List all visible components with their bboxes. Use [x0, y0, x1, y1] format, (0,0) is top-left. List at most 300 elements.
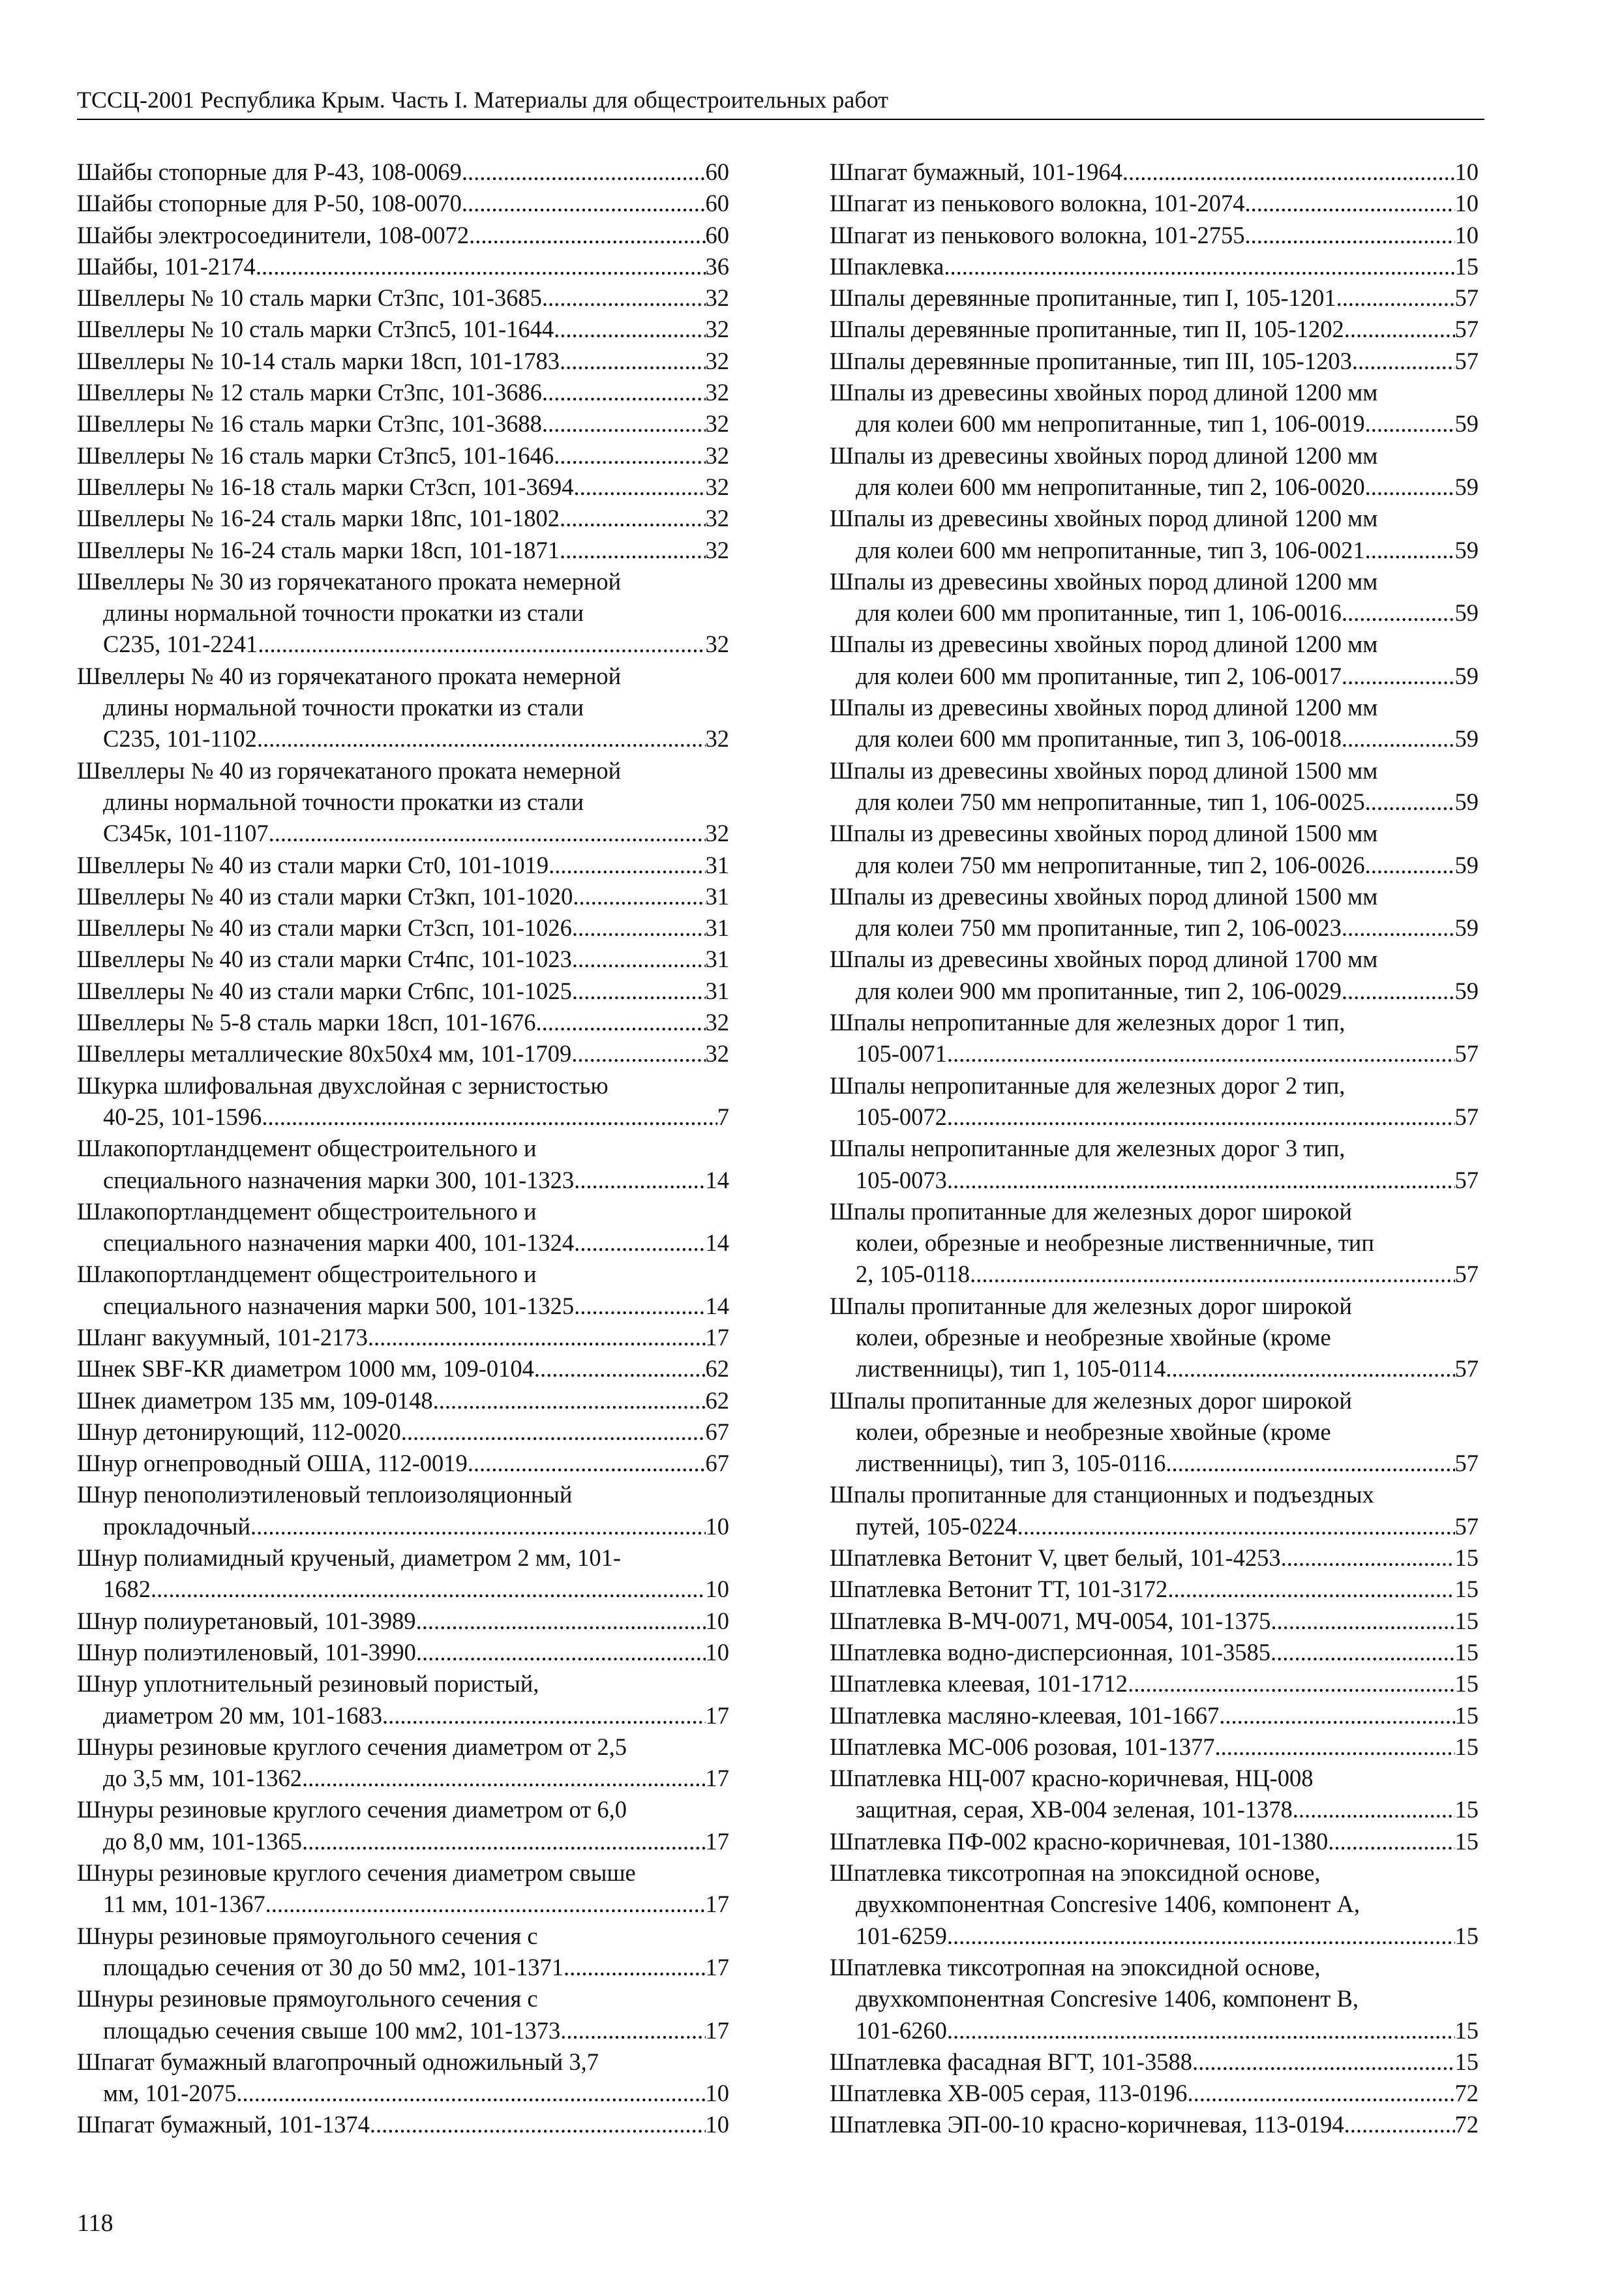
index-entry-last-line: [830, 2078, 1479, 2109]
dot-leader: [574, 1291, 705, 1322]
index-entry-text: Швеллеры № 16-24 сталь марки 18пс, 101-1802: [77, 505, 560, 532]
index-entry-page: 10: [705, 1638, 729, 1666]
index-entry: [77, 1794, 729, 1857]
index-entry-page: 15: [1454, 1670, 1479, 1698]
index-entry-last-line: [77, 471, 729, 503]
index-entry-text: Шпагат из пенькового волокна, 101-2755: [830, 221, 1245, 248]
index-entry-text: мм, 101-2075: [103, 2080, 237, 2107]
index-entry: [830, 1952, 1479, 2046]
index-entry-last-line: [77, 629, 729, 660]
index-entry-last-line: [830, 1700, 1479, 1731]
index-entry-text: Шлакопортландцемент общестроительного и: [77, 1135, 537, 1162]
index-entry-page: 59: [1454, 536, 1479, 563]
index-entry: [830, 1070, 1479, 1133]
dot-leader: [554, 314, 705, 345]
dot-leader: [560, 2015, 705, 2046]
index-entry-text: площадью сечения от 30 до 50 мм2, 101-1371: [103, 1953, 564, 1981]
index-entry: [77, 535, 729, 566]
index-entry-last-line: [77, 2109, 729, 2140]
index-entry-page: 32: [705, 1009, 729, 1036]
dot-leader: [571, 1038, 705, 1070]
index-entry-text: Швеллеры металлические 80x50x4 мм, 101-1709: [77, 1040, 572, 1068]
index-entry-last-line: [77, 157, 729, 188]
index-entry-text: Шпагат бумажный, 101-1374: [77, 2111, 370, 2138]
index-entry: [77, 503, 729, 534]
index-entry-text: Швеллеры № 10-14 сталь марки 18сп, 101-1783: [77, 347, 560, 374]
dot-leader: [1165, 1353, 1454, 1384]
dot-leader: [1342, 723, 1455, 755]
index-entry-text: Шнур полиамидный крученый, диаметром 2 мм, 101-: [77, 1544, 622, 1572]
index-entry-text: длины нормальной точности прокатки из стали: [103, 694, 584, 721]
index-entry-text: Шпалы пропитанные для железных дорог широкой: [830, 1197, 1352, 1225]
index-entry-text: Швеллеры № 40 из стали марки Ст3кп, 101-1020: [77, 882, 573, 910]
index-entry-text: Шнуры резиновые прямоугольного сечения с: [77, 1985, 538, 2012]
index-entry: [830, 314, 1479, 345]
index-entry-text: Шпатлевка тиксотропная на эпоксидной основе,: [830, 1953, 1321, 1981]
index-entry-text: Шнур пенополиэтиленовый теплоизоляционный: [77, 1481, 573, 1508]
index-entry-text: Шпатлевка НЦ-007 красно-коричневая, НЦ-008: [830, 1765, 1314, 1792]
index-entry-page: 17: [705, 1891, 729, 1918]
index-entry-text: Швеллеры № 40 из стали марки Ст6пс, 101-1025: [77, 977, 572, 1004]
index-entry: [77, 346, 729, 377]
dot-leader: [416, 1606, 706, 1637]
index-entry-text: площадью сечения свыше 100 мм2, 101-1373: [103, 2016, 561, 2044]
index-entry-last-line: [77, 2015, 729, 2046]
index-entry-last-line: [830, 1353, 1479, 1384]
index-entry: [77, 661, 729, 755]
dot-leader: [462, 157, 706, 188]
dot-leader: [1365, 786, 1455, 818]
index-entry-text: Швеллеры № 16-18 сталь марки Ст3сп, 101-3694: [77, 473, 574, 500]
index-entry-text: Шпалы пропитанные для станционных и подъездных: [830, 1481, 1374, 1508]
index-entry: [830, 566, 1479, 629]
index-column-left: [77, 157, 729, 2141]
index-entry: [77, 976, 729, 1007]
index-entry-page: 15: [1454, 2048, 1479, 2075]
index-entry-text: 105-0073: [856, 1166, 947, 1193]
index-entry-text: 2, 105-0118: [856, 1261, 970, 1288]
dot-leader: [574, 1227, 705, 1259]
dot-leader: [947, 2015, 1455, 2046]
index-entry-text: Шпалы непропитанные для железных дорог 3 тип,: [830, 1135, 1346, 1162]
index-entry-text: Шпатлевка клеевая, 101-1712: [830, 1670, 1128, 1698]
index-entry-page: 15: [1454, 1576, 1479, 1603]
index-entry-text: Швеллеры № 5-8 сталь марки 18сп, 101-1676: [77, 1009, 536, 1036]
dot-leader: [1215, 1731, 1455, 1763]
index-entry: [77, 944, 729, 975]
index-entry-last-line: [77, 408, 729, 440]
index-entry-last-line: [830, 1668, 1479, 1699]
index-entry-text: Шпалы из древесины хвойных пород длиной 1200 мм: [830, 631, 1378, 658]
dot-leader: [1342, 661, 1455, 692]
index-entry: [77, 314, 729, 345]
index-entry-page: 15: [1454, 1701, 1479, 1729]
dot-leader: [256, 251, 706, 282]
dot-leader: [262, 1101, 717, 1133]
index-entry: [830, 2046, 1479, 2078]
running-header: ТССЦ-2001 Республика Крым. Часть I. Материалы для общестроительных работ: [77, 83, 1484, 120]
dot-leader: [1271, 1606, 1454, 1637]
dot-leader: [462, 188, 706, 219]
index-entry-text: Шпалы из древесины хвойных пород длиной 1500 мм: [830, 820, 1378, 847]
index-entry: [77, 850, 729, 881]
dot-leader: [970, 1259, 1454, 1290]
index-entry: [77, 2109, 729, 2140]
index-entry-text: Швеллеры № 16 сталь марки Ст3пс, 101-3688: [77, 410, 542, 438]
dot-leader: [549, 850, 705, 881]
dot-leader: [542, 408, 706, 440]
index-entry: [77, 1353, 729, 1384]
index-entry-last-line: [77, 723, 729, 755]
dot-leader: [269, 818, 706, 849]
index-entry-text: Шпалы деревянные пропитанные, тип I, 105-1201: [830, 284, 1336, 312]
index-entry-last-line: [830, 786, 1479, 818]
index-entry-text: для колеи 600 мм непропитанные, тип 3, 106-0021: [856, 536, 1365, 563]
index-entry-last-line: [830, 912, 1479, 944]
index-entry-last-line: [77, 535, 729, 566]
index-entry-last-line: [77, 944, 729, 975]
index-entry-text: Шпатлевка ПФ-002 красно-коричневая, 101-1380: [830, 1827, 1329, 1855]
index-entry-text: Шпатлевка МС-006 розовая, 101-1377: [830, 1733, 1215, 1760]
dot-leader: [572, 944, 706, 975]
index-entry-last-line: [77, 1574, 729, 1605]
index-entry: [830, 503, 1479, 566]
index-entry-text: двухкомпонентная Concresive 1406, компонент В,: [856, 1985, 1359, 2012]
index-entry: [830, 1857, 1479, 1952]
index-entry: [830, 1133, 1479, 1196]
index-entry-page: 15: [1454, 1796, 1479, 1823]
index-entry-last-line: [830, 2046, 1479, 2078]
index-entry-last-line: [77, 314, 729, 345]
index-entry-last-line: [830, 1574, 1479, 1605]
index-entry: [830, 1007, 1479, 1070]
index-entry-page: 60: [705, 190, 729, 217]
dot-leader: [1365, 535, 1455, 566]
index-entry-text: С345к, 101-1107: [103, 820, 269, 847]
index-entry-page: 60: [705, 158, 729, 185]
index-entry: [77, 1983, 729, 2046]
index-entry-last-line: [77, 1606, 729, 1637]
index-entry-text: колеи, обрезные и необрезные хвойные (кроме: [856, 1323, 1331, 1351]
index-entry-text: для колеи 600 мм пропитанные, тип 3, 106-0018: [856, 725, 1342, 753]
index-entry-page: 32: [705, 379, 729, 406]
index-entry-text: защитная, серая, ХВ-004 зеленая, 101-1378: [856, 1796, 1293, 1823]
dot-leader: [1365, 471, 1455, 503]
index-entry-text: Шпалы из древесины хвойных пород длиной 1700 мм: [830, 946, 1378, 973]
dot-leader: [257, 723, 706, 755]
index-entry: [830, 881, 1479, 944]
index-entry-text: Шпатлевка Ветонит ТТ, 101-3172: [830, 1576, 1168, 1603]
index-entry-last-line: [77, 1007, 729, 1038]
index-entry: [830, 440, 1479, 503]
index-entry: [830, 1606, 1479, 1637]
index-entry: [77, 157, 729, 188]
dot-leader: [236, 2078, 705, 2109]
dot-leader: [468, 1448, 706, 1479]
index-entry: [830, 755, 1479, 818]
index-entry-last-line: [830, 346, 1479, 377]
dot-leader: [1365, 850, 1455, 881]
index-entry-text: Швеллеры № 12 сталь марки Ст3пс, 101-3686: [77, 379, 542, 406]
index-entry-text: Швеллеры № 40 из стали марки Ст4пс, 101-1023: [77, 946, 572, 973]
index-entry: [77, 1448, 729, 1479]
index-entry: [830, 1291, 1479, 1385]
index-entry-text: 40-25, 101-1596: [103, 1103, 262, 1130]
index-entry: [830, 1196, 1479, 1291]
index-entry: [830, 944, 1479, 1007]
index-entry: [77, 1007, 729, 1038]
index-entry-text: Шпатлевка тиксотропная на эпоксидной основе,: [830, 1859, 1321, 1887]
dot-leader: [534, 1353, 706, 1384]
index-entry-last-line: [77, 1291, 729, 1322]
index-entry-text: Шлакопортландцемент общестроительного и: [77, 1261, 537, 1288]
index-entry-page: 59: [1454, 662, 1479, 689]
dot-leader: [1352, 346, 1455, 377]
index-entry-page: 17: [705, 1701, 729, 1729]
dot-leader: [947, 1038, 1455, 1070]
index-entry-last-line: [830, 1826, 1479, 1857]
index-entry-last-line: [830, 723, 1479, 755]
index-entry-page: 57: [1454, 1040, 1479, 1068]
dot-leader: [1219, 1700, 1454, 1731]
dot-leader: [1281, 1542, 1455, 1574]
index-entry-page: 31: [705, 977, 729, 1004]
index-entry-last-line: [77, 2078, 729, 2109]
index-entry-last-line: [830, 597, 1479, 629]
index-entry-last-line: [830, 976, 1479, 1007]
index-entry-last-line: [77, 818, 729, 849]
dot-leader: [947, 1101, 1455, 1133]
dot-leader: [1245, 188, 1455, 219]
index-entry-text: Шланг вакуумный, 101-2173: [77, 1323, 368, 1351]
index-entry: [830, 1826, 1479, 1857]
index-entry: [77, 1385, 729, 1416]
index-entry-page: 59: [1454, 473, 1479, 500]
index-entry-last-line: [830, 1165, 1479, 1196]
index-entry-text: Швеллеры № 40 из горячекатаного проката немерной: [77, 662, 622, 689]
index-entry-last-line: [830, 314, 1479, 345]
index-entry-text: Швеллеры № 40 из стали марки Ст0, 101-1019: [77, 851, 549, 878]
index-entry-page: 59: [1454, 725, 1479, 753]
index-entry-last-line: [830, 1542, 1479, 1574]
dot-leader: [1365, 408, 1455, 440]
index-entry: [830, 1385, 1479, 1480]
index-entry-last-line: [830, 408, 1479, 440]
index-entry-last-line: [830, 1448, 1479, 1479]
index-entry-text: Шайбы, 101-2174: [77, 252, 256, 280]
index-entry-text: Швеллеры № 40 из стали марки Ст3сп, 101-1026: [77, 914, 572, 942]
index-entry-last-line: [77, 1165, 729, 1196]
index-entry-last-line: [830, 1637, 1479, 1668]
index-entry-last-line: [77, 850, 729, 881]
index-entry-text: Шнуры резиновые круглого сечения диаметром от 6,0: [77, 1796, 627, 1823]
dot-leader: [1293, 1794, 1455, 1825]
index-entry-last-line: [830, 2015, 1479, 2046]
index-entry-text: Шпагат бумажный, 101-1964: [830, 158, 1122, 185]
index-entry-page: 57: [1454, 316, 1479, 343]
dot-leader: [382, 1700, 705, 1731]
dot-leader: [302, 1763, 705, 1794]
dot-leader: [416, 1637, 706, 1668]
index-entry: [77, 881, 729, 912]
dot-leader: [370, 2109, 706, 2140]
index-entry-last-line: [830, 220, 1479, 251]
dot-leader: [433, 1385, 706, 1416]
index-entry-page: 32: [705, 1040, 729, 1068]
index-entry-page: 15: [1454, 1733, 1479, 1760]
index-entry-last-line: [77, 1416, 729, 1448]
dot-leader: [1165, 1448, 1454, 1479]
index-entry-last-line: [830, 850, 1479, 881]
index-entry-last-line: [830, 1038, 1479, 1070]
index-entry-last-line: [830, 1259, 1479, 1290]
index-entry-text: Шпалы непропитанные для железных дорог 2 тип,: [830, 1071, 1346, 1099]
index-entry-text: для колеи 750 мм непропитанные, тип 1, 106-0025: [856, 788, 1365, 815]
index-entry: [77, 1637, 729, 1668]
index-entry-last-line: [77, 188, 729, 219]
index-entry-page: 57: [1454, 1261, 1479, 1288]
index-entry-last-line: [77, 1448, 729, 1479]
index-entry-last-line: [77, 377, 729, 408]
index-entry-text: до 8,0 мм, 101-1365: [103, 1827, 303, 1855]
index-entry-text: Шпатлевка водно-дисперсионная, 101-3585: [830, 1638, 1271, 1666]
dot-leader: [151, 1574, 706, 1605]
index-entry-page: 32: [705, 631, 729, 658]
index-entry-text: колеи, обрезные и необрезные лиственничные, тип: [856, 1229, 1374, 1257]
dot-leader: [1192, 2046, 1455, 2078]
index-entry-page: 32: [705, 725, 729, 753]
index-entry-page: 72: [1454, 2080, 1479, 2107]
index-entry-text: Шайбы электросоединители, 108-0072: [77, 221, 470, 248]
index-entry-text: длины нормальной точности прокатки из стали: [103, 599, 584, 627]
index-entry: [77, 1070, 729, 1133]
index-entry: [77, 408, 729, 440]
index-entry-text: Шнуры резиновые круглого сечения диаметром от 2,5: [77, 1733, 627, 1760]
index-entry-last-line: [830, 1606, 1479, 1637]
index-entry-page: 59: [1454, 914, 1479, 942]
index-entry-text: Шнур полиэтиленовый, 101-3990: [77, 1638, 416, 1666]
index-entry: [830, 188, 1479, 219]
dot-leader: [1342, 597, 1455, 629]
index-entry-page: 62: [705, 1386, 729, 1414]
index-entry: [77, 1668, 729, 1731]
index-entry-text: Шпагат из пенькового волокна, 101-2074: [830, 190, 1245, 217]
index-entry-text: колеи, обрезные и необрезные хвойные (кроме: [856, 1418, 1331, 1445]
index-entry-page: 59: [1454, 410, 1479, 438]
index-entry-text: 105-0071: [856, 1040, 947, 1068]
index-entry: [830, 157, 1479, 188]
index-entry: [77, 912, 729, 944]
index-entry-last-line: [830, 1511, 1479, 1542]
dot-leader: [1342, 912, 1455, 944]
dot-leader: [542, 282, 706, 314]
index-entry-text: Шнур детонирующий, 112-0020: [77, 1418, 401, 1445]
index-entry-page: 10: [1454, 190, 1479, 217]
index-entry-text: С235, 101-2241: [103, 631, 258, 658]
index-entry: [77, 440, 729, 471]
index-entry-last-line: [830, 1921, 1479, 1952]
dot-leader: [1344, 2109, 1455, 2140]
index-entry-text: Шпагат бумажный влагопрочный одножильный 3,7: [77, 2048, 599, 2075]
dot-leader: [574, 1165, 705, 1196]
index-entry-page: 15: [1454, 1827, 1479, 1855]
index-entry-last-line: [77, 1322, 729, 1353]
dot-leader: [1271, 1637, 1455, 1668]
index-entry-page: 17: [705, 1765, 729, 1792]
dot-leader: [1342, 976, 1455, 1007]
dot-leader: [1017, 1511, 1455, 1542]
index-entry: [77, 2046, 729, 2110]
index-entry-page: 10: [705, 2080, 729, 2107]
index-entry-text: Шнек диаметром 135 мм, 109-0148: [77, 1386, 433, 1414]
index-entry-page: 32: [705, 284, 729, 312]
index-entry-page: 10: [705, 1512, 729, 1540]
index-entry-last-line: [830, 251, 1479, 282]
dot-leader: [1128, 1668, 1454, 1699]
index-entry-last-line: [77, 1637, 729, 1668]
index-entry: [77, 1196, 729, 1259]
index-entry: [830, 629, 1479, 692]
index-entry-page: 32: [705, 505, 729, 532]
index-entry-text: для колеи 750 мм пропитанные, тип 2, 106-0023: [856, 914, 1342, 942]
index-entry-last-line: [77, 1227, 729, 1259]
index-entry-text: Шпатлевка ЭП-00-10 красно-коричневая, 113-0194: [830, 2111, 1344, 2138]
index-entry-text: Шпалы из древесины хвойных пород длиной 1200 мм: [830, 441, 1378, 469]
index-entry: [830, 1763, 1479, 1826]
index-entry-page: 57: [1454, 1355, 1479, 1383]
index-entry-last-line: [830, 661, 1479, 692]
index-entry-text: путей, 105-0224: [856, 1512, 1017, 1540]
index-entry-text: Шпатлевка фасадная ВГТ, 101-3588: [830, 2048, 1192, 2075]
dot-leader: [1245, 220, 1455, 251]
index-entry-last-line: [77, 912, 729, 944]
index-entry-page: 10: [1454, 221, 1479, 248]
index-entry-last-line: [830, 1731, 1479, 1763]
index-entry-text: Шнур огнепроводный ОША, 112-0019: [77, 1450, 468, 1477]
dot-leader: [560, 346, 706, 377]
index-entry-page: 15: [1454, 252, 1479, 280]
index-entry-text: Шкурка шлифовальная двухслойная с зернистостью: [77, 1071, 609, 1099]
index-entry-text: Шпалы из древесины хвойных пород длиной 1500 мм: [830, 882, 1378, 910]
index-entry-text: длины нормальной точности прокатки из стали: [103, 788, 584, 815]
index-entry: [830, 818, 1479, 881]
index-entry-text: Швеллеры № 10 сталь марки Ст3пс5, 101-1644: [77, 316, 554, 343]
index-entry: [830, 1668, 1479, 1699]
index-entry-page: 57: [1454, 1512, 1479, 1540]
index-entry-page: 10: [705, 1607, 729, 1634]
index-entry: [830, 282, 1479, 314]
index-entry-last-line: [77, 1700, 729, 1731]
dot-leader: [1344, 314, 1455, 345]
index-entry-page: 57: [1454, 347, 1479, 374]
index-entry-last-line: [830, 157, 1479, 188]
index-entry-text: Шнур уплотнительный резиновый пористый,: [77, 1670, 539, 1698]
index-entry-last-line: [830, 1794, 1479, 1825]
index-entry-text: Шпалы из древесины хвойных пород длиной 1200 мм: [830, 567, 1378, 595]
index-entry: [77, 1479, 729, 1542]
index-entry-text: лиственницы), тип 1, 105-0114: [856, 1355, 1166, 1383]
index-entry-text: для колеи 600 мм непропитанные, тип 2, 106-0020: [856, 473, 1365, 500]
index-entry-page: 17: [705, 1827, 729, 1855]
index-entry-last-line: [77, 881, 729, 912]
index-entry-page: 59: [1454, 599, 1479, 627]
index-entry-page: 10: [705, 2111, 729, 2138]
dot-leader: [947, 1165, 1455, 1196]
index-entry-page: 31: [705, 946, 729, 973]
index-entry-text: до 3,5 мм, 101-1362: [103, 1765, 303, 1792]
dot-leader: [1187, 2078, 1454, 2109]
index-entry-page: 31: [705, 851, 729, 878]
